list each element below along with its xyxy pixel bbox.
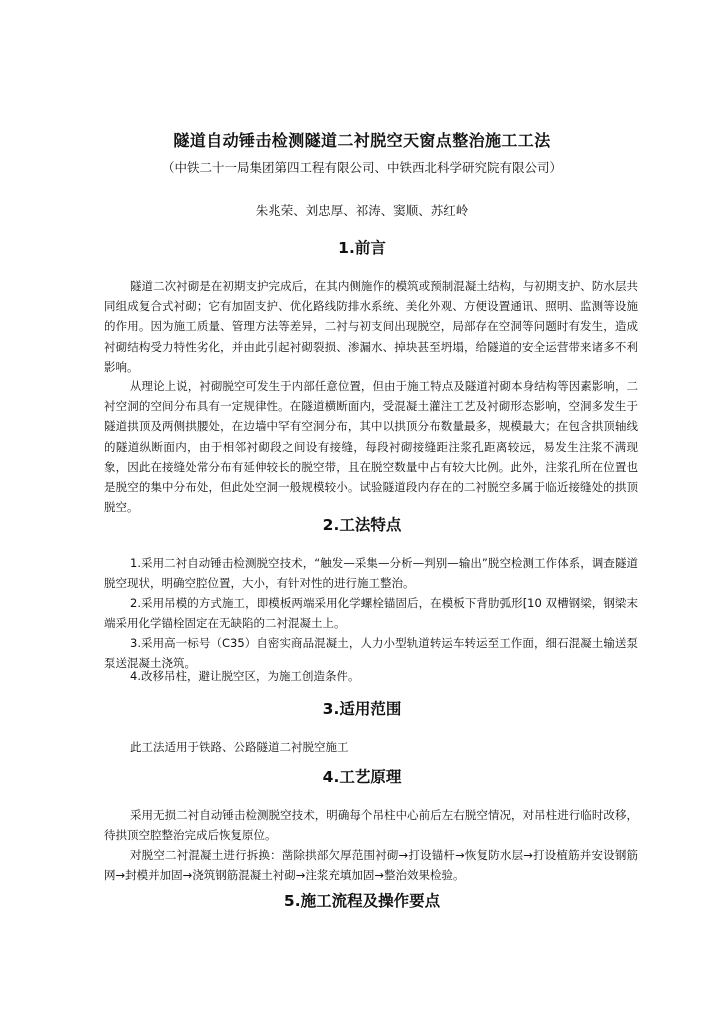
section-heading-principle: 4.工艺原理 [322,768,402,786]
paragraph: 2.采用吊模的方式施工，即模板两端采用化学螺栓锚固后，在模板下背肋弧形[10 双槽钢梁，钢梁末端采用化学锚栓固定在无缺陷的二衬混凝土上。 [104,596,638,631]
section-heading-features: 2.工法特点 [322,516,402,534]
document-title: 隧道自动锤击检测隧道二衬脱空天窗点整治施工工法 [173,131,551,150]
document-affiliation: （中铁二十一局集团第四工程有限公司、中铁西北科学研究院有限公司） [161,160,562,175]
paragraph: 此工法适用于铁路、公路隧道二衬脱空施工 [130,740,349,754]
paragraph: 采用无损二衬自动锤击检测脱空技术，明确每个吊柱中心前后左右脱空情况，对吊柱进行临时改移，待拱顶空腔整治完成后恢复原位。 [104,808,638,843]
section-heading-process: 5.施工流程及操作要点 [283,892,441,910]
paragraph: 3.采用高一标号（C35）自密实商品混凝土，人力小型轨道转运车转运至工作面，细石混凝土输送泵泵送混凝土浇筑。 [104,636,638,671]
paragraph: 对脱空二衬混凝土进行拆换：凿除拱部欠厚范围衬砌→打设锚杆→恢复防水层→打设植筋并安设钢筋网→封模并加固→浇筑钢筋混凝土衬砌→注浆充填加固→整治效果检验。 [104,848,638,883]
section-heading-scope: 3.适用范围 [322,700,402,718]
paragraph: 从理论上说，衬砌脱空可发生于内部任意位置，但由于施工特点及隧道衬砌本身结构等因素影响，二衬空洞的空间分布具有一定规律性。在隧道横断面内，受混凝土灌注工艺及衬砌形态影响，空洞多发生于隧道拱顶及两侧拱腰处，在边墙中罕有空洞分布，其中以拱顶分布数量最多，规模最大；在包含拱顶轴线的隧道纵断面内，由于相邻衬砌段之间设有接缝，每段衬砌接缝距注浆孔距离较远，易发生注浆不满现象，因此在接缝处常分布有延伸较长的脱空带，且在脱空数量中占有较大比例。此外，注浆孔所在位置也是脱空的集中分布处，但此处空洞一般规模较小。试验隧道段内存在的二衬脱空多属于临近接缝处的拱顶脱空。 [104,379,638,515]
section-heading-preface: 1.前言 [338,239,386,257]
paragraph: 4.改移吊柱，避让脱空区，为施工创造条件。 [130,669,360,683]
paragraph: 1.采用二衬自动锤击检测脱空技术，“触发—采集—分析—判别—输出”脱空检测工作体系，调查隧道脱空现状，明确空腔位置，大小，有针对性的进行施工整治。 [104,556,638,591]
paragraph: 隧道二次衬砌是在初期支护完成后，在其内侧施作的模筑或预制混凝土结构，与初期支护、防水层共同组成复合式衬砌；它有加固支护、优化路线防排水系统、美化外观、方便设置通讯、照明、监测等设施的作用。因为施工质量、管理方法等差异，二衬与初支间出现脱空，局部存在空洞等问题时有发生，造成衬砌结构受力特性劣化，并由此引起衬砌裂损、渗漏水、掉块甚至坍塌，给隧道的安全运营带来诸多不利影响。 [104,279,638,374]
document-authors: 朱兆荣、刘忠厚、祁涛、窦顺、苏红岭 [255,203,469,218]
